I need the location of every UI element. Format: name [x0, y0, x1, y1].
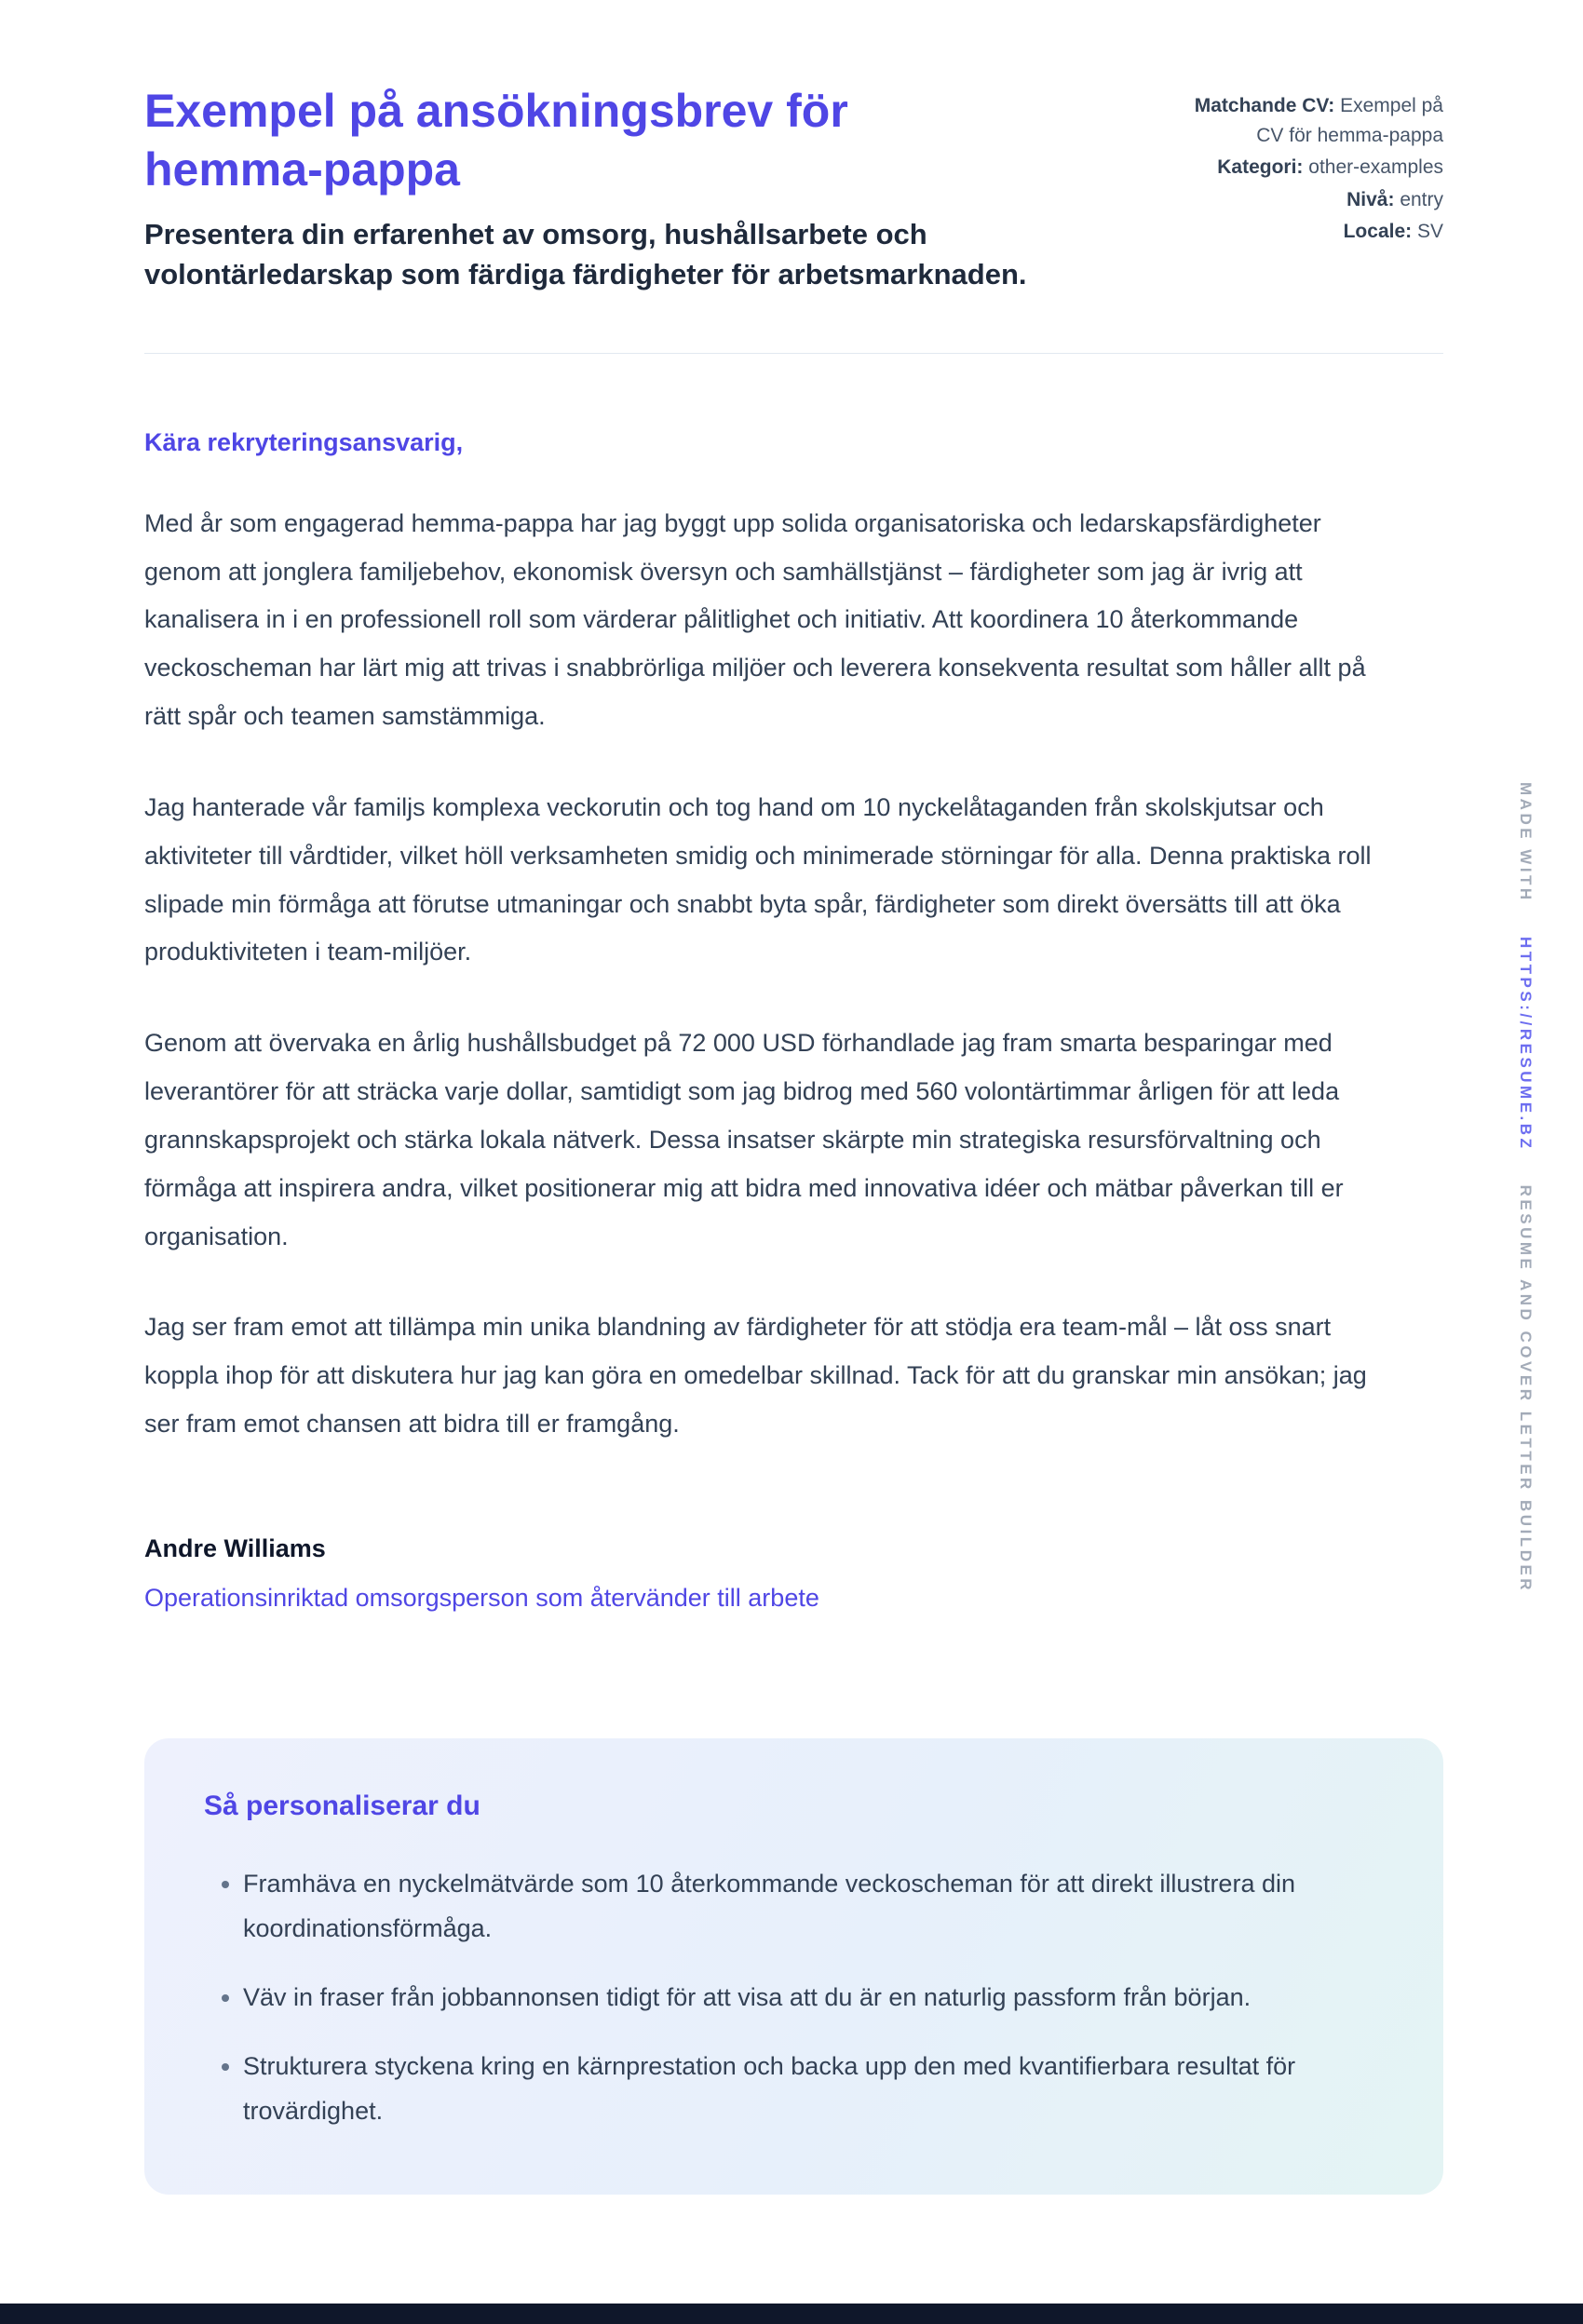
paragraph-2: Jag hanterade vår familjs komplexa veckorutin och tog hand om 10 nyckelåtaganden från skolskjutsar och aktiviteter till vårdtider, vilket höll verksamheten smidig och minimerade störningar för alla. Denna praktiska roll slipade min förmåga att förutse utmaningar och snabbt byta spår, färdigheter som direkt översätts till att öka produktiviteten i team-miljöer.: [144, 792, 1372, 966]
tips-card: [144, 1738, 1443, 2195]
watermark-suffix: RESUME AND COVER LETTER BUILDER: [1517, 1184, 1535, 1594]
meta-label: Matchande CV:: [1194, 95, 1335, 116]
bottom-bar: [0, 2304, 1583, 2324]
meta-row-level: [1183, 185, 1443, 215]
watermark: [1516, 782, 1535, 1593]
meta-label: Nivå:: [1346, 188, 1395, 210]
tips-item-1: • Framhäva en nyckelmätvärde som 10 återkommande veckoscheman för att direkt illustrera din koordinationsförmåga.: [243, 1861, 1342, 1951]
signature-name: Andre Williams: [144, 1534, 326, 1562]
tips-title: Så personaliserar du: [204, 1790, 480, 1821]
paragraph-3: Genom att övervaka en årlig hushållsbudget på 72 000 USD förhandlade jag fram smarta besparingar med leverantörer för att sträcka varje dollar, samtidigt som jag bidrog med 560 volontärtimmar årligen för att leda grannskapsprojekt och stärka lokala nätverk. Dessa insatser skärpte min strategiska resursförvaltning och förmåga att inspirera andra, vilket positionerar mig att bidra med innovativa idéer och mätbar påverkan till er organisation.: [144, 1029, 1344, 1250]
meta-value: Exempel på CV för hemma-pappa: [1256, 95, 1443, 146]
meta-label: Locale:: [1343, 221, 1413, 242]
signature-role: Operationsinriktad omsorgsperson som återvänder till arbete: [144, 1583, 819, 1612]
paragraph-1: Med år som engagerad hemma-pappa har jag byggt upp solida organisatoriska och ledarskapsfärdigheter genom att jonglera familjebehov, ekonomisk översyn och samhällstjänst – färdigheter som jag är ivrig att kanalisera in i en professionell roll som värderar pålitlighet och initiativ. Att koordinera 10 återkommande veckoscheman har lärt mig att trivas i snabbrörliga miljöer och leverera konsekventa resultat som håller allt på rätt spår och teamen samstämmiga.: [144, 508, 1366, 731]
meta-row-locale: [1183, 217, 1443, 247]
greeting: Kära rekryteringsansvarig,: [144, 427, 464, 456]
meta-value: other-examples: [1308, 156, 1443, 178]
header-title-block: [144, 82, 1038, 295]
meta-row-category: [1183, 153, 1443, 182]
meta-value: SV: [1416, 221, 1443, 242]
header: [144, 82, 1443, 295]
page-title: Exempel på ansökningsbrev för hemma-pappa: [144, 85, 848, 196]
tips-list: [204, 1861, 1384, 2133]
tips-item-2: • Väv in fraser från jobbannonsen tidigt för att visa att du är en naturlig passform från början.: [243, 1975, 1342, 2020]
meta-row-matching-cv: [1183, 91, 1443, 150]
meta-panel: [1183, 82, 1443, 250]
watermark-made-with: MADE WITH: [1517, 782, 1535, 903]
divider: [144, 353, 1443, 354]
tips-item-3: • Strukturera styckena kring en kärnprestation och backa upp den med kvantifierbara resultat för trovärdighet.: [243, 2044, 1342, 2133]
cover-letter: [144, 428, 1443, 1613]
paragraph-4: Jag ser fram emot att tillämpa min unika blandning av färdigheter för att stödja era team-mål – låt oss snart koppla ihop för att diskutera hur jag kan göra en omedelbar skillnad. Tack för att du granskar min ansökan; jag ser fram emot chansen att bidra till er framgång.: [144, 1313, 1367, 1439]
page-subtitle: Presentera din erfarenhet av omsorg, hushållsarbete och volontärledarskap som färdiga färdigheter för arbetsmarknaden.: [144, 218, 1027, 291]
watermark-link[interactable]: HTTPS://RESUME.BZ: [1517, 936, 1535, 1152]
meta-value: entry: [1400, 188, 1443, 210]
meta-label: Kategori:: [1217, 156, 1304, 178]
